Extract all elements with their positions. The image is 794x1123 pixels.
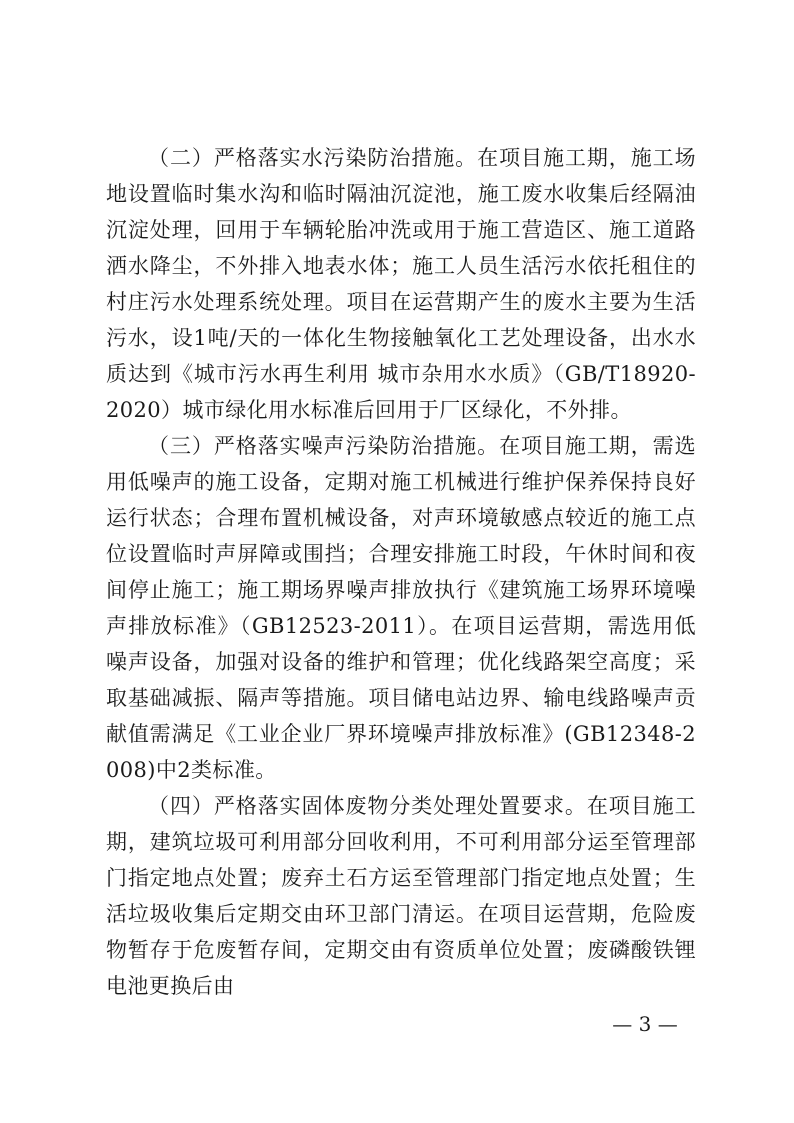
paragraph-solid-waste: （四）严格落实固体废物分类处理处置要求。在项目施工期，建筑垃圾可利用部分回收利用，不可利用部分运至管理部门指定地点处置；废弃土石方运至管理部门指定地点处置；生活垃圾收集后定期交由环卫部门清运。在项目运营期，危险废物暂存于危废暂存间，定期交由有资质单位处置；废磷酸铁锂电池更换后由 [106, 794, 696, 998]
body-text [106, 140, 696, 1004]
page-number: — 3 — [612, 1012, 678, 1036]
paragraph-water-pollution: （二）严格落实水污染防治措施。在项目施工期，施工场地设置临时集水沟和临时隔油沉淀池，施工废水收集后经隔油沉淀处理，回用于车辆轮胎冲洗或用于施工营造区、施工道路洒水降尘，不外排入地表水体；施工人员生活污水依托租住的村庄污水处理系统处理。项目在运营期产生的废水主要为生活污水，设1吨/天的一体化生物接触氧化工艺处理设备，出水水质达到《城市污水再生利用 城市杂用水水质》（GB/T18920-2020）城市绿化用水标准后回用于厂区绿化，不外排。 [106, 146, 696, 422]
paragraph-noise-pollution: （三）严格落实噪声污染防治措施。在项目施工期，需选用低噪声的施工设备，定期对施工机械进行维护保养保持良好运行状态；合理布置机械设备，对声环境敏感点较近的施工点位设置临时声屏障或围挡；合理安排施工时段，午休时间和夜间停止施工；施工期场界噪声排放执行《建筑施工场界环境噪声排放标准》（GB12523-2011）。在项目运营期，需选用低噪声设备，加强对设备的维护和管理；优化线路架空高度；采取基础减振、隔声等措施。项目储电站边界、输电线路噪声贡献值需满足《工业企业厂界环境噪声排放标准》(GB12348-2008)中2类标准。 [106, 434, 696, 782]
